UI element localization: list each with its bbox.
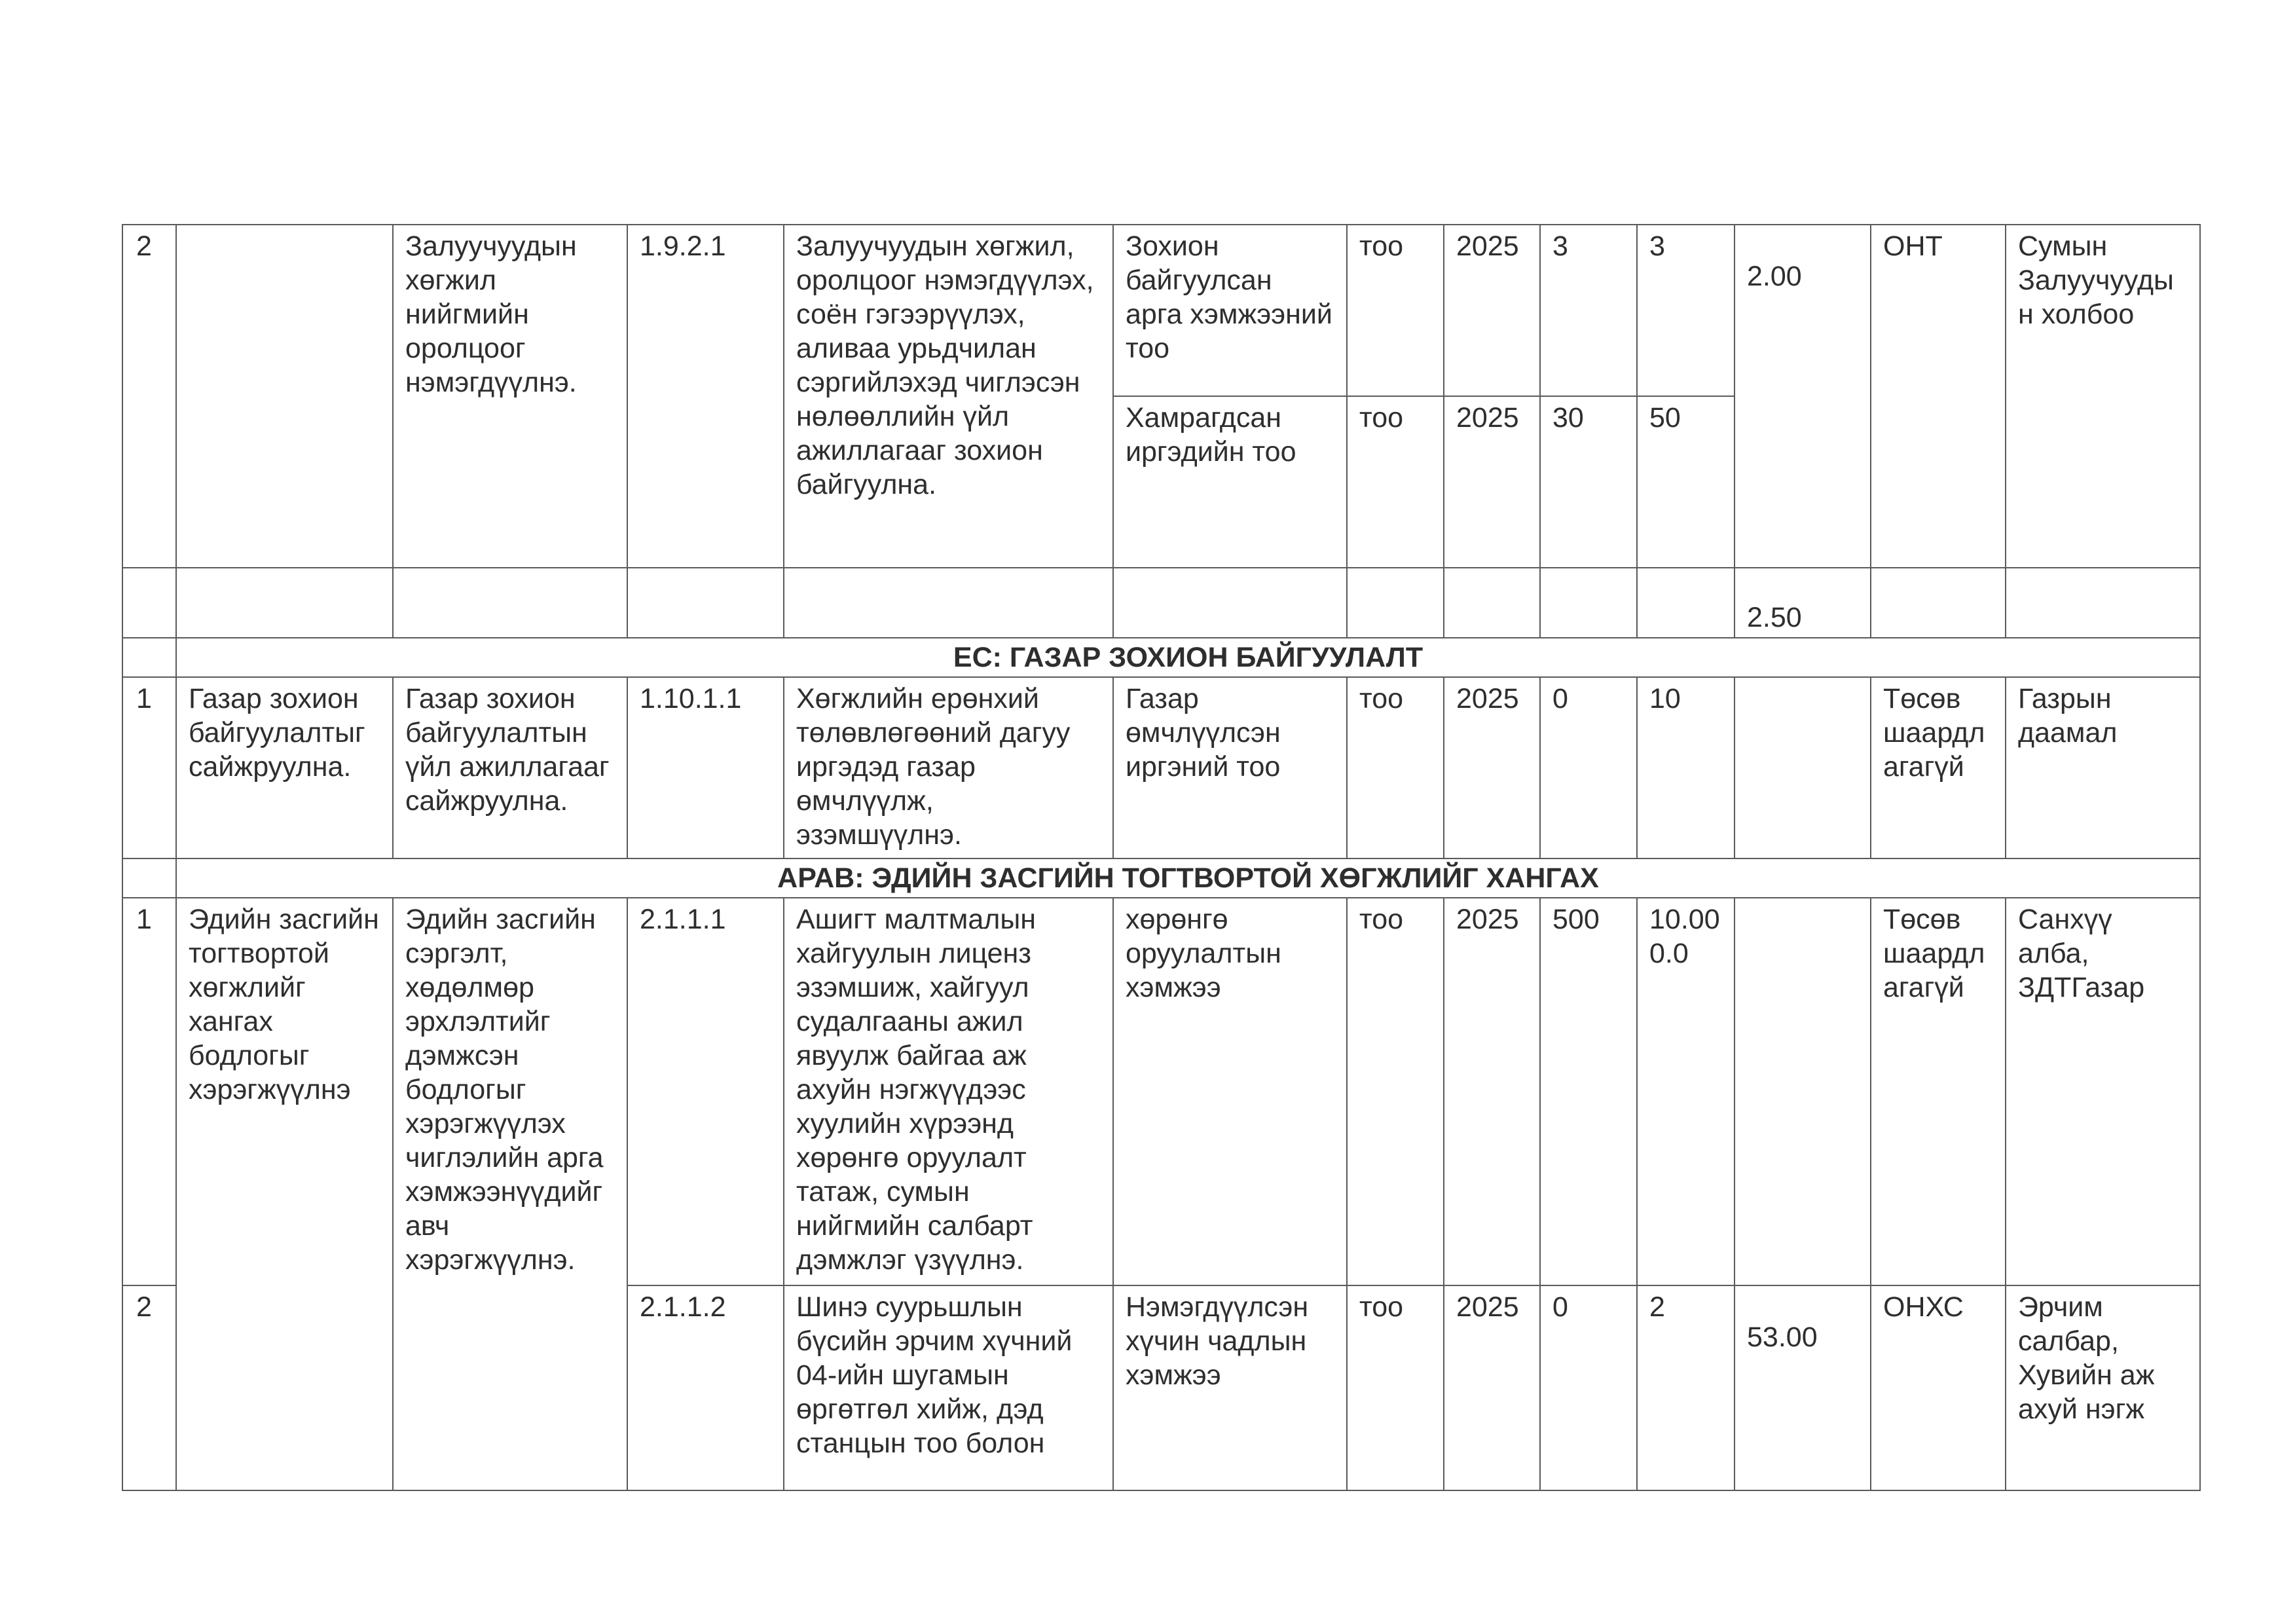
plan-table xyxy=(122,224,2201,1491)
target-cell: 10.000.0 xyxy=(1637,898,1735,1285)
year-cell: 2025 xyxy=(1444,898,1540,1285)
goal-cell: Газар зохион байгуулалтыг сайжруулна. xyxy=(176,677,393,858)
unit-cell: тоо xyxy=(1347,1285,1444,1490)
table-row xyxy=(122,677,2200,858)
target-cell: 3 xyxy=(1637,225,1735,396)
section-row xyxy=(122,638,2200,677)
table-row xyxy=(122,898,2200,1285)
target-cell: 2 xyxy=(1637,1285,1735,1490)
row-number: 2 xyxy=(122,225,176,568)
year-cell: 2025 xyxy=(1444,1285,1540,1490)
row-number: 1 xyxy=(122,898,176,1285)
activity-cell: Залуучуудын хөгжил, оролцоог нэмэгдүүлэх, соён гэгээрүүлэх, аливаа урьдчилан сэргийлэхэд чиглэсэн нөлөөллийн үйл ажиллагааг зохион байгуулна. xyxy=(784,225,1113,568)
empty-cell xyxy=(1540,568,1637,638)
activity-cell: Шинэ суурьшлын бүсийн эрчим хүчний 04-ийн шугамын өргөтгөл хийж, дэд станцын тоо болон xyxy=(784,1285,1113,1490)
indicator-cell: Нэмэгдүүлсэн хүчин чадлын хэмжээ xyxy=(1113,1285,1347,1490)
budget-cell: 53.00 xyxy=(1735,1285,1871,1490)
indicator-cell: хөрөнгө оруулалтын хэмжээ xyxy=(1113,898,1347,1285)
empty-cell xyxy=(122,858,176,898)
source-cell: Төсөв шаардлагагүй xyxy=(1871,677,2006,858)
subtotal-row xyxy=(122,568,2200,638)
section-title: ЕС: ГАЗАР ЗОХИОН БАЙГУУЛАЛТ xyxy=(176,638,2200,677)
unit-cell: тоо xyxy=(1347,396,1444,568)
goal-cell xyxy=(176,225,393,568)
source-cell: ОНХС xyxy=(1871,1285,2006,1490)
objective-cell: Эдийн засгийн сэргэлт, хөдөлмөр эрхлэлтийг дэмжсэн бодлогыг хэрэгжүүлэх чиглэлийн арга хэмжээнүүдийг авч хэрэгжүүлнэ. xyxy=(393,898,627,1490)
year-cell: 2025 xyxy=(1444,225,1540,396)
objective-cell: Залуучуудын хөгжил нийгмийн оролцоог нэмэгдүүлнэ. xyxy=(393,225,627,568)
target-cell: 10 xyxy=(1637,677,1735,858)
year-cell: 2025 xyxy=(1444,396,1540,568)
responsible-cell: Газрын даамал xyxy=(2006,677,2200,858)
empty-cell xyxy=(2006,568,2200,638)
goal-cell: Эдийн засгийн тогтвортой хөгжлийг хангах бодлогыг хэрэгжүүлнэ xyxy=(176,898,393,1490)
section-row xyxy=(122,858,2200,898)
empty-cell xyxy=(1637,568,1735,638)
responsible-cell: Эрчим салбар, Хувийн аж ахуй нэгж xyxy=(2006,1285,2200,1490)
base-cell: 0 xyxy=(1540,677,1637,858)
budget-cell xyxy=(1735,898,1871,1285)
empty-cell xyxy=(627,568,784,638)
base-cell: 3 xyxy=(1540,225,1637,396)
responsible-cell: Санхүү алба, ЗДТГазар xyxy=(2006,898,2200,1285)
empty-cell xyxy=(122,568,176,638)
source-cell: Төсөв шаардлагагүй xyxy=(1871,898,2006,1285)
empty-cell xyxy=(1871,568,2006,638)
unit-cell: тоо xyxy=(1347,677,1444,858)
empty-cell xyxy=(176,568,393,638)
year-cell: 2025 xyxy=(1444,677,1540,858)
empty-cell xyxy=(784,568,1113,638)
base-cell: 30 xyxy=(1540,396,1637,568)
budget-cell: 2.00 xyxy=(1735,225,1871,568)
indicator-cell: Газар өмчлүүлсэн иргэний тоо xyxy=(1113,677,1347,858)
empty-cell xyxy=(1444,568,1540,638)
code-cell: 2.1.1.2 xyxy=(627,1285,784,1490)
indicator-cell: Хамрагдсан иргэдийн тоо xyxy=(1113,396,1347,568)
target-cell: 50 xyxy=(1637,396,1735,568)
code-cell: 1.9.2.1 xyxy=(627,225,784,568)
empty-cell xyxy=(122,638,176,677)
activity-cell: Хөгжлийн ерөнхий төлөвлөгөөний дагуу иргэдэд газар өмчлүүлж, эзэмшүүлнэ. xyxy=(784,677,1113,858)
row-number: 2 xyxy=(122,1285,176,1490)
activity-cell: Ашигт малтмалын хайгуулын лиценз эзэмшиж, хайгуул судалгааны ажил явуулж байгаа аж ахуйн нэгжүүдээс хуулийн хүрээнд хөрөнгө оруулалт татаж, сумын нийгмийн салбарт дэмжлэг үзүүлнэ. xyxy=(784,898,1113,1285)
table-row xyxy=(122,225,2200,396)
unit-cell: тоо xyxy=(1347,898,1444,1285)
section-title: АРАВ: ЭДИЙН ЗАСГИЙН ТОГТВОРТОЙ ХӨГЖЛИЙГ ХАНГАХ xyxy=(176,858,2200,898)
empty-cell xyxy=(393,568,627,638)
objective-cell: Газар зохион байгуулалтын үйл ажиллагааг сайжруулна. xyxy=(393,677,627,858)
code-cell: 1.10.1.1 xyxy=(627,677,784,858)
responsible-cell: Сумын Залуучуудын холбоо xyxy=(2006,225,2200,568)
empty-cell xyxy=(1347,568,1444,638)
budget-cell xyxy=(1735,677,1871,858)
empty-cell xyxy=(1113,568,1347,638)
row-number: 1 xyxy=(122,677,176,858)
unit-cell: тоо xyxy=(1347,225,1444,396)
base-cell: 500 xyxy=(1540,898,1637,1285)
code-cell: 2.1.1.1 xyxy=(627,898,784,1285)
base-cell: 0 xyxy=(1540,1285,1637,1490)
subtotal-budget: 2.50 xyxy=(1735,568,1871,638)
indicator-cell: Зохион байгуулсан арга хэмжээний тоо xyxy=(1113,225,1347,396)
source-cell: ОНТ xyxy=(1871,225,2006,568)
